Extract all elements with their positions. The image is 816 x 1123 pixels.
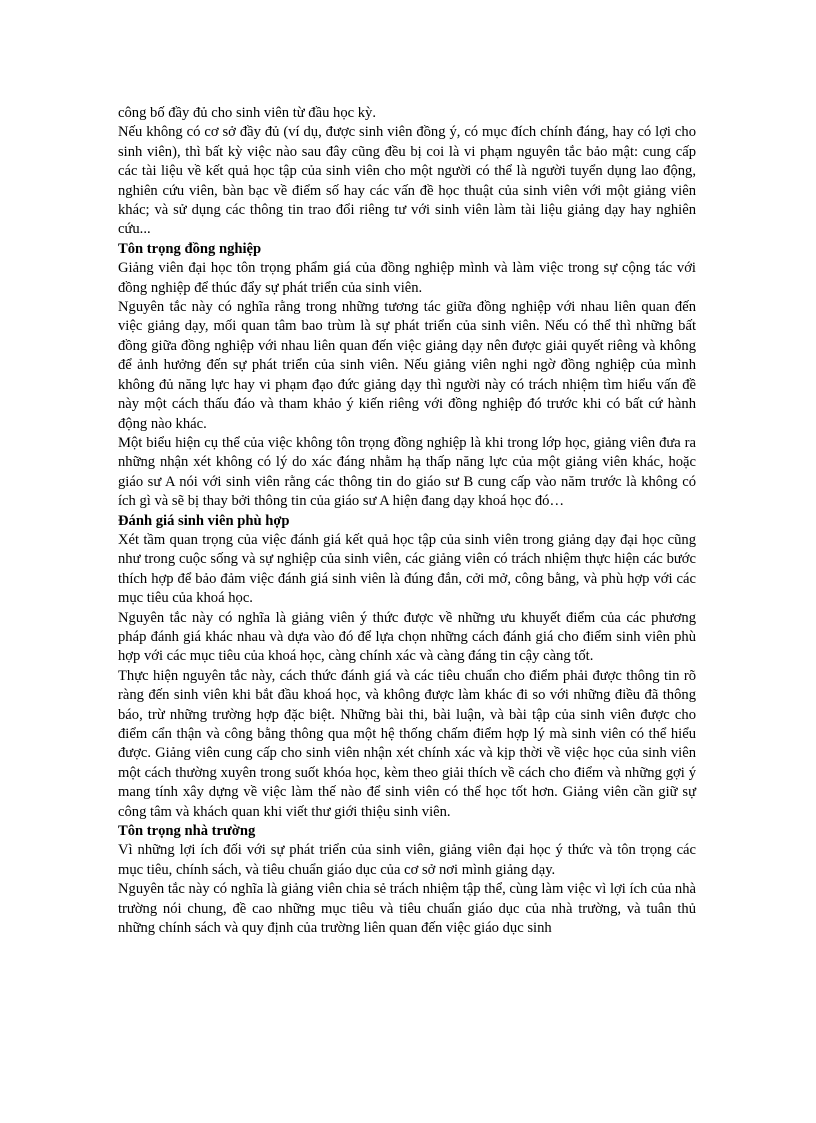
paragraph: Xét tầm quan trọng của việc đánh giá kết quả học tập của sinh viên trong giảng dạy đại học cũng như trong cuộc sống và sự nghiệp của sinh viên, các giảng viên có trách nhiệm thực hiện các bước thích hợp để bảo đảm việc đánh giá sinh viên là đúng đắn, cởi mở, công bằng, và phù hợp với các mục tiêu của khoá học. xyxy=(118,531,696,607)
paragraph: Vì những lợi ích đối với sự phát triển của sinh viên, giảng viên đại học ý thức và tôn trọng các mục tiêu, chính sách, và tiêu chuẩn giáo dục của cơ sở nơi mình giảng dạy. xyxy=(118,842,696,878)
paragraph: Nguyên tắc này có nghĩa là giảng viên chia sẻ trách nhiệm tập thể, cùng làm việc vì lợi ích của nhà trường nói chung, đề cao những mục tiêu và tiêu chuẩn giáo dục của nhà trường, và tuân thủ những chính sách và quy định của trường liên quan đến việc giáo dục sinh xyxy=(118,881,696,937)
section-heading: Tôn trọng nhà trường xyxy=(118,823,256,840)
section-heading: Đánh giá sinh viên phù hợp xyxy=(118,512,290,529)
section-heading: Tôn trọng đồng nghiệp xyxy=(118,240,262,257)
paragraph: Nếu không có cơ sở đầy đủ (ví dụ, được sinh viên đồng ý, có mục đích chính đáng, hay có lợi cho sinh viên), thì bất kỳ việc nào sau đây cũng đều bị coi là vi phạm nguyên tắc bảo mật: cung cấp các tài liệu về kết quả học tập của sinh viên cho một người có thể là người tuyển dụng lao động, nghiên cứu viên, bàn bạc về điểm số hay các vấn đề học thuật của sinh viên với một giảng viên khác; và sử dụng các thông tin trao đổi riêng tư với sinh viên làm tài liệu giảng dạy hay nghiên cứu... xyxy=(118,124,696,238)
paragraph: Nguyên tắc này có nghĩa là giảng viên ý thức được về những ưu khuyết điểm của các phương pháp đánh giá khác nhau và dựa vào đó để lựa chọn những cách đánh giá cho điểm sinh viên phù hợp với các mục tiêu của khoá học, càng chính xác và càng đáng tin cậy càng tốt. xyxy=(118,609,696,665)
paragraph: Giảng viên đại học tôn trọng phẩm giá của đồng nghiệp mình và làm việc trong sự cộng tác với đồng nghiệp để thúc đẩy sự phát triển của sinh viên. xyxy=(118,260,696,296)
paragraph: công bố đầy đủ cho sinh viên từ đầu học kỳ. xyxy=(118,105,376,121)
paragraph: Nguyên tắc này có nghĩa rằng trong những tương tác giữa đồng nghiệp với nhau liên quan đến việc giảng dạy, mối quan tâm bao trùm là sự phát triển của sinh viên. Nếu có thể thì những bất đồng giữa đồng nghiệp với nhau liên quan đến việc giảng dạy nên được giải quyết riêng và không để ảnh hưởng đến sự phát triển của sinh viên. Nếu giảng viên nghi ngờ đồng nghiệp của mình không đủ năng lực hay vi phạm đạo đức giảng dạy thì người này có trách nhiệm tìm hiểu vấn đề này một cách thấu đáo và tham khảo ý kiến riêng với đồng nghiệp đó trước khi có bất cứ hành động nào khác. xyxy=(118,299,696,432)
document-page xyxy=(118,104,696,938)
paragraph: Một biểu hiện cụ thể của việc không tôn trọng đồng nghiệp là khi trong lớp học, giảng viên đưa ra những nhận xét không có lý do xác đáng nhằm hạ thấp năng lực của một giảng viên khác, hoặc giáo sư A nói với sinh viên rằng các thông tin do giáo sư B cung cấp vào năm trước là không có ích gì và sẽ bị thay bởi thông tin của giáo sư A hiện đang dạy khoá học đó… xyxy=(118,434,696,510)
paragraph: Thực hiện nguyên tắc này, cách thức đánh giá và các tiêu chuẩn cho điểm phải được thông tin rõ ràng đến sinh viên khi bắt đầu khoá học, và không được làm khác đi so với những điều đã thông báo, trừ những trường hợp đặc biệt. Những bài thi, bài luận, và bài tập của sinh viên được cho điểm cẩn thận và công bằng thông qua một hệ thống chấm điểm hợp lý mà sinh viên có thể hiểu được. Giảng viên cung cấp cho sinh viên nhận xét chính xác và kịp thời về việc học của sinh viên một cách thường xuyên trong suốt khóa học, kèm theo giải thích về cách cho điểm và những gợi ý mang tính xây dựng về việc làm thế nào để sinh viên có thể học tốt hơn. Giảng viên cần giữ sự công tâm và khách quan khi viết thư giới thiệu sinh viên. xyxy=(118,667,696,820)
